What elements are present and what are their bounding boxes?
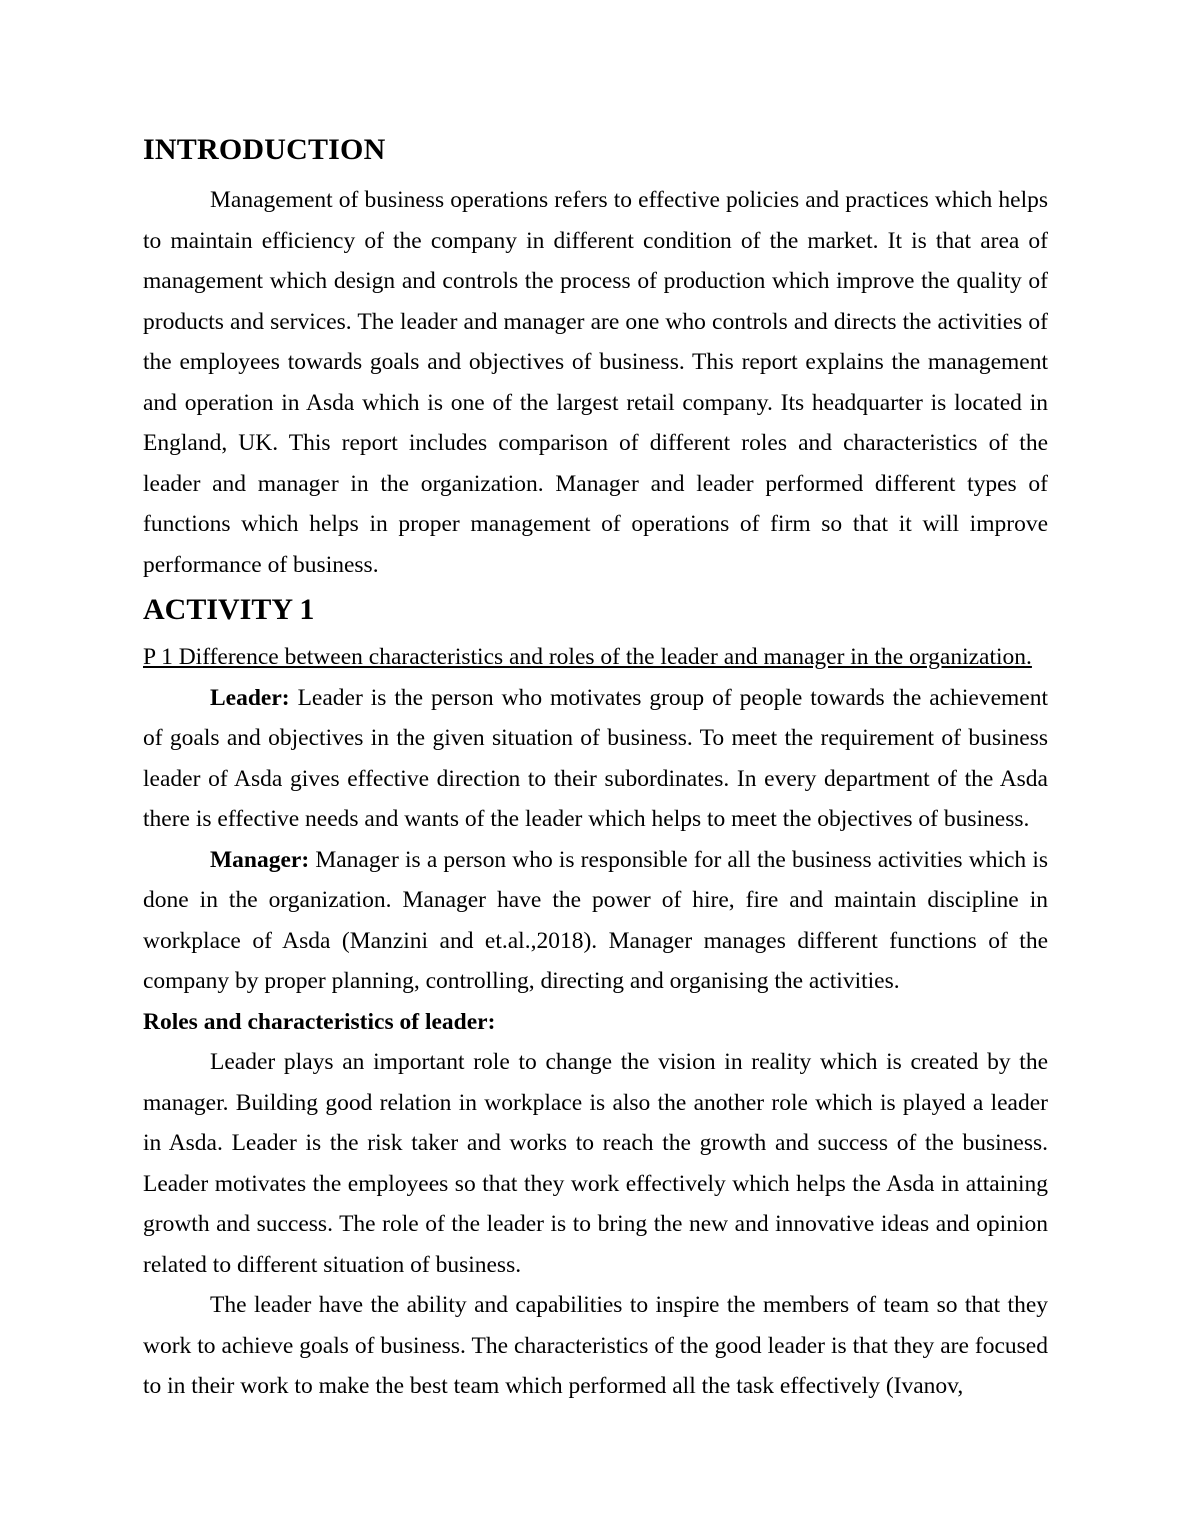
roles-paragraph: Leader plays an important role to change the vision in reality which is created by the manager. Building good relation in workplace is also the another role which is played a leader in Asda. Leader is the risk taker and works to reach the growth and success of the business. Leader motivates the employees so that they work effectively which helps the Asda in attaining growth and success. The role of the leader is to bring the new and innovative ideas and opinion related to different situation of business.: [143, 1049, 1048, 1278]
activity-heading: ACTIVITY 1: [143, 593, 315, 626]
leader-paragraph-text: Leader is the person who motivates group of people towards the achievement of goals and objectives in the given situation of business. To meet the requirement of business leader of Asda gives effective direction to their subordinates. In every department of the Asda there is effective needs and wants of the leader which helps to meet the objectives of business.: [143, 684, 1048, 832]
leader-paragraph: [143, 678, 1048, 840]
roles-heading: Roles and characteristics of leader:: [143, 1008, 496, 1035]
p1-subheading: P 1 Difference between characteristics and roles of the leader and manager in the organization.: [143, 644, 1032, 670]
manager-paragraph-lead: Manager:: [210, 846, 310, 873]
intro-heading: INTRODUCTION: [143, 133, 386, 166]
intro-paragraph: Management of business operations refers to effective policies and practices which helps to maintain efficiency of the company in different condition of the market. It is that area of management which design and controls the process of production which improve the quality of products and services. The leader and manager are one who controls and directs the activities of the employees towards goals and objectives of business. This report explains the management and operation in Asda which is one of the largest retail company. Its headquarter is located in England, UK. This report includes comparison of different roles and characteristics of the leader and manager in the organization. Manager and leader performed different types of functions which helps in proper management of operations of firm so that it will improve performance of business.: [143, 187, 1048, 578]
leader-paragraph-lead: Leader:: [210, 684, 290, 711]
manager-paragraph: [143, 840, 1048, 1002]
inspire-paragraph: The leader have the ability and capabilities to inspire the members of team so that they work to achieve goals of business. The characteristics of the good leader is that they are focused to in their work to make the best team which performed all the task effectively (Ivanov,: [143, 1292, 1048, 1399]
manager-paragraph-text: Manager is a person who is responsible for all the business activities which is done in the organization. Manager have the power of hire, fire and maintain discipline in workplace of Asda (Manzini and et.al.,2018). Manager manages different functions of the company by proper planning, controlling, directing and organising the activities.: [143, 846, 1048, 994]
